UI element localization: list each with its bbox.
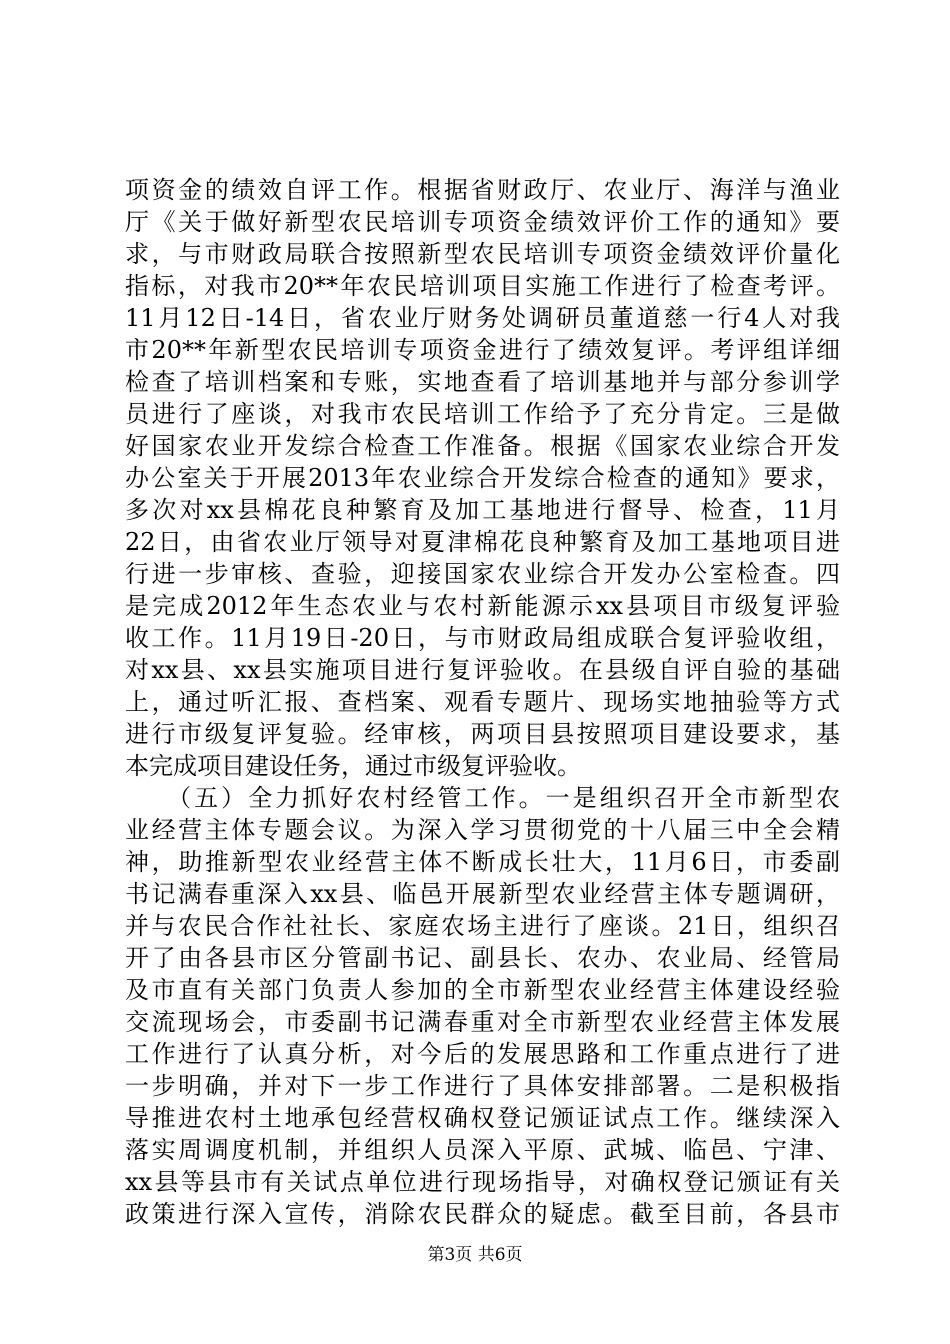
text-line: 指标，对我市20**年农民培训项目实施工作进行了检查考评。 (125, 272, 840, 300)
text-line: 22日，由省农业厅领导对夏津棉花良种繁育及加工基地项目进 (125, 528, 840, 556)
text-line: 工作进行了认真分析，对今后的发展思路和工作重点进行了进 (125, 1040, 840, 1068)
text-line: 厅《关于做好新型农民培训专项资金绩效评价工作的通知》要 (125, 208, 840, 236)
text-line: 一步明确，并对下一步工作进行了具体安排部署。二是积极指 (125, 1072, 840, 1100)
text-line: 办公室关于开展2013年农业综合开发综合检查的通知》要求， (125, 464, 840, 492)
text-line: xx县等县市有关试点单位进行现场指导，对确权登记颁证有关 (125, 1168, 840, 1196)
text-line: 并与农民合作社社长、家庭农场主进行了座谈。21日，组织召 (125, 912, 840, 940)
text-line: 对xx县、xx县实施项目进行复评验收。在县级自评自验的基础 (125, 656, 840, 684)
text-line: 项资金的绩效自评工作。根据省财政厅、农业厅、海洋与渔业 (125, 176, 840, 204)
text-line: 是完成2012年生态农业与农村新能源示xx县项目市级复评验 (125, 592, 840, 620)
page-footer (0, 1244, 950, 1266)
text-line: 市20**年新型农民培训专项资金进行了绩效复评。考评组详细 (125, 336, 840, 364)
page-number: 第3页 共6页 (427, 1245, 523, 1265)
text-line: 开了由各县市区分管副书记、副县长、农办、农业局、经管局 (125, 944, 840, 972)
text-line: 进行市级复评复验。经审核，两项目县按照项目建设要求，基 (125, 720, 840, 748)
text-line: 业经营主体专题会议。为深入学习贯彻党的十八届三中全会精 (125, 816, 840, 844)
paragraph-first-line: （五）全力抓好农村经管工作。一是组织召开全市新型农 (125, 784, 840, 812)
text-line: 导推进农村土地承包经营权确权登记颁证试点工作。继续深入 (125, 1104, 840, 1132)
text-line: 多次对xx县棉花良种繁育及加工基地进行督导、检查，11月 (125, 496, 840, 524)
text-line: 交流现场会，市委副书记满春重对全市新型农业经营主体发展 (125, 1008, 840, 1036)
text-line: 书记满春重深入xx县、临邑开展新型农业经营主体专题调研， (125, 880, 840, 908)
text-line: 政策进行深入宣传，消除农民群众的疑虑。截至目前，各县市 (125, 1200, 840, 1228)
text-line: 行进一步审核、查验，迎接国家农业综合开发办公室检查。四 (125, 560, 840, 588)
text-line: 检查了培训档案和专账，实地查看了培训基地并与部分参训学 (125, 368, 840, 396)
paragraph-last-line: 本完成项目建设任务，通过市级复评验收。 (125, 752, 581, 780)
text-line: 上，通过听汇报、查档案、观看专题片、现场实地抽验等方式 (125, 688, 840, 716)
text-line: 落实周调度机制，并组织人员深入平原、武城、临邑、宁津、 (125, 1136, 840, 1164)
text-line: 神，助推新型农业经营主体不断成长壮大，11月6日，市委副 (125, 848, 840, 876)
text-line: 求，与市财政局联合按照新型农民培训专项资金绩效评价量化 (125, 240, 840, 268)
text-line: 好国家农业开发综合检查工作准备。根据《国家农业综合开发 (125, 432, 840, 460)
document-body (125, 174, 840, 1230)
text-line: 员进行了座谈，对我市农民培训工作给予了充分肯定。三是做 (125, 400, 840, 428)
text-line: 11月12日-14日，省农业厅财务处调研员董道慈一行4人对我 (125, 304, 840, 332)
text-line: 收工作。11月19日-20日，与市财政局组成联合复评验收组， (125, 624, 840, 652)
text-line: 及市直有关部门负责人参加的全市新型农业经营主体建设经验 (125, 976, 840, 1004)
